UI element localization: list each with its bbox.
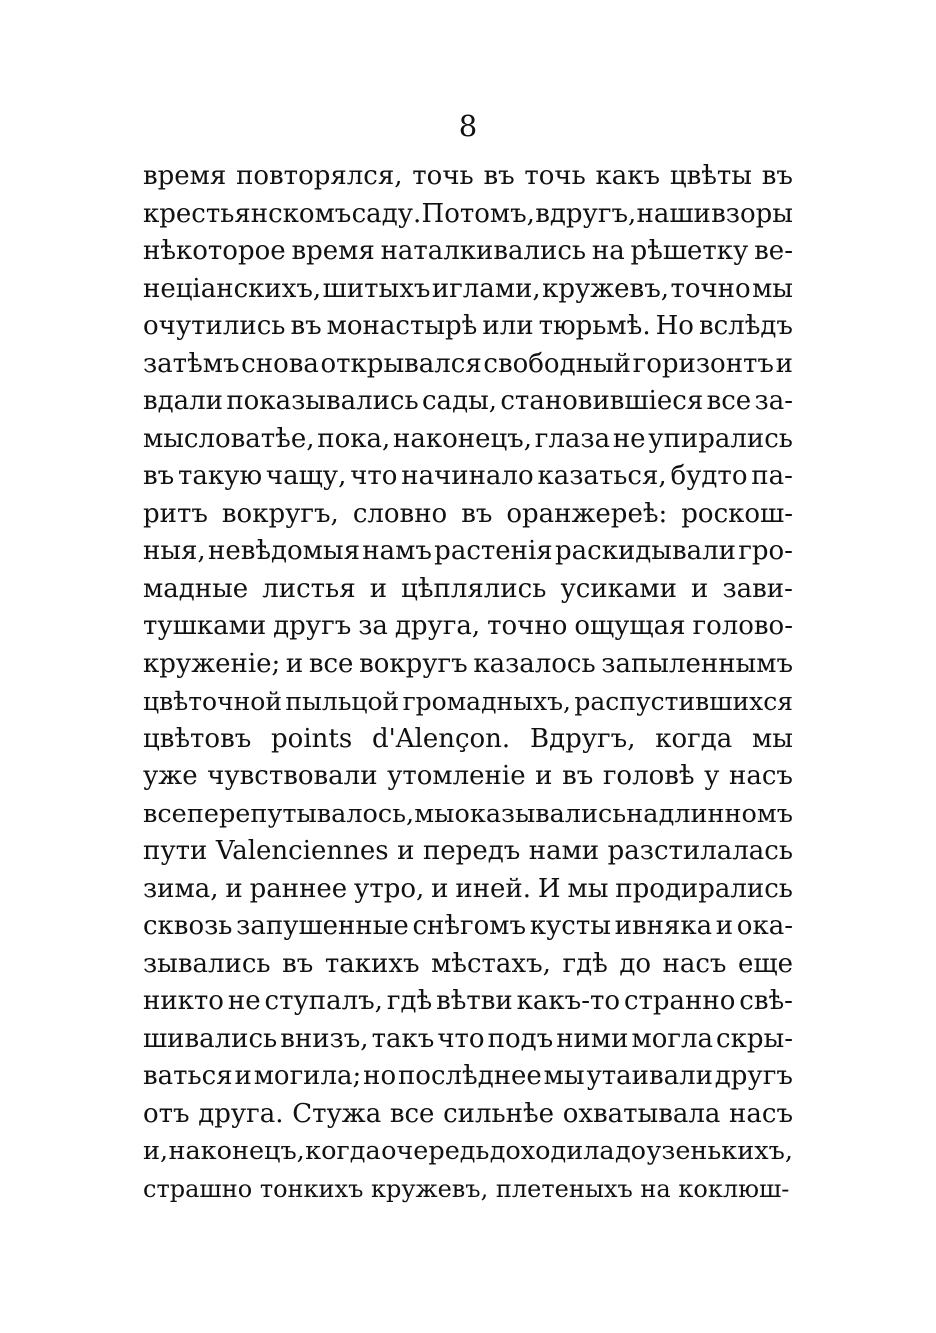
word: нами	[528, 836, 600, 866]
word: Стужа	[292, 1098, 382, 1129]
word: начинало	[401, 461, 534, 491]
word: другъ	[273, 611, 352, 641]
word: какъ	[595, 161, 661, 191]
word: и	[431, 873, 449, 904]
word: ступалъ,	[264, 986, 383, 1016]
word: усиками	[560, 573, 677, 604]
word: неціанскихъ,	[143, 273, 322, 304]
word: цѣплялись	[401, 573, 547, 604]
text-line	[143, 421, 793, 459]
text-line	[143, 233, 793, 271]
text-line	[143, 946, 793, 984]
word: пока,	[317, 423, 391, 454]
word: зывались	[143, 948, 271, 979]
text-line	[143, 721, 793, 759]
text-line	[143, 308, 793, 346]
word: мѣстахъ,	[431, 948, 551, 979]
word: все	[143, 798, 187, 829]
word: свѣ-	[739, 986, 793, 1016]
word: утро,	[354, 873, 425, 904]
word: упирались	[648, 423, 793, 454]
word: ве-	[754, 236, 793, 266]
word: уже	[143, 761, 198, 791]
word: ивняка	[614, 911, 713, 941]
word: и	[535, 761, 553, 791]
word: цвѣты	[669, 161, 752, 191]
word: сады,	[422, 386, 498, 416]
word: не	[612, 423, 646, 454]
word: наталкивались	[380, 236, 587, 266]
word: вокругъ	[359, 648, 468, 679]
word: насъ	[729, 761, 793, 791]
word: голово-	[692, 611, 793, 641]
word: когда	[655, 723, 733, 754]
word: въ	[461, 498, 493, 529]
word: тушками	[143, 611, 267, 641]
word: вокругъ,	[221, 498, 339, 529]
text-line	[143, 496, 793, 534]
text-line	[143, 383, 793, 421]
word: вдругъ,	[535, 198, 637, 229]
word: длинномъ	[658, 798, 793, 829]
word: въ	[143, 461, 175, 491]
text-line	[143, 346, 793, 384]
text-line	[143, 1021, 793, 1059]
word: на	[640, 1174, 671, 1203]
word: points	[271, 723, 353, 754]
word: головѣ	[602, 761, 695, 791]
word: показывались	[226, 386, 419, 416]
word: будто	[670, 461, 748, 491]
word: сквозь	[143, 911, 233, 941]
word: и	[225, 873, 243, 904]
word: могла	[631, 1023, 713, 1054]
word: Вдругъ,	[529, 723, 636, 754]
word: другъ	[714, 1061, 793, 1091]
word: тюрьмѣ.	[538, 311, 651, 341]
word: запыленнымъ	[601, 648, 793, 679]
word: сильнѣе	[443, 1098, 555, 1129]
word: у	[704, 761, 720, 791]
word: наши	[636, 198, 711, 229]
text-line	[143, 833, 793, 871]
word: и	[234, 1061, 252, 1091]
word: словно	[352, 498, 448, 529]
word: на	[626, 798, 659, 829]
word: цвѣтовъ	[143, 723, 252, 754]
word: пути	[143, 836, 208, 866]
word: насъ	[729, 1098, 793, 1129]
word: точно	[487, 611, 568, 641]
word: снѣгомъ	[412, 911, 527, 941]
word: открывался	[320, 348, 482, 379]
text-line	[143, 1058, 793, 1096]
word: скры-	[716, 1023, 793, 1054]
word: такую	[178, 461, 263, 491]
text-line	[143, 458, 793, 496]
word: гро-	[738, 536, 793, 566]
word: роскош-	[681, 498, 793, 529]
text-line	[143, 758, 793, 796]
word: такъ	[371, 1023, 435, 1054]
text-line	[143, 608, 793, 646]
word: странно	[623, 986, 736, 1016]
word: что	[350, 461, 398, 491]
word: цвѣточной	[143, 687, 283, 716]
word: свободный	[483, 348, 631, 379]
word: мы	[567, 873, 609, 904]
word: но	[363, 1061, 397, 1091]
word: и,	[143, 1136, 169, 1166]
word: запушенные	[236, 911, 409, 941]
word: какъ-то	[516, 986, 621, 1016]
word: d'Alençon.	[371, 723, 511, 754]
word: ока-	[736, 911, 793, 941]
text-line	[143, 571, 793, 609]
word: монастырѣ	[326, 311, 478, 341]
word: Valenciennes	[215, 836, 389, 866]
word: зима,	[143, 873, 219, 904]
word: плетеныхъ	[495, 1174, 633, 1203]
word: за-	[754, 386, 793, 416]
word: чувствовали	[207, 761, 378, 791]
text-line	[143, 871, 793, 909]
word: передъ	[422, 836, 521, 866]
word: точь	[524, 161, 586, 191]
word: кусты	[529, 911, 611, 941]
word: и	[775, 348, 793, 379]
word: друга.	[198, 1098, 284, 1129]
word: нѣкоторое	[143, 236, 286, 266]
word: на	[591, 236, 625, 266]
word: ныя,	[143, 536, 206, 566]
word: до	[614, 1136, 647, 1166]
word: такихъ	[324, 948, 420, 979]
word: продирались	[615, 873, 793, 904]
word: распустившихся	[574, 687, 793, 716]
word: Но	[655, 311, 694, 341]
body-text	[143, 158, 793, 1208]
word: крестьянскомъ	[143, 198, 352, 229]
text-line	[143, 646, 793, 684]
word: мы	[414, 798, 455, 829]
text-line	[143, 1096, 793, 1134]
word: ритъ	[143, 498, 208, 529]
word: саду.	[351, 198, 422, 229]
word: Потомъ,	[421, 198, 535, 229]
text-line	[143, 1171, 793, 1209]
word: и	[397, 836, 415, 866]
word: снова	[241, 348, 319, 379]
word: па-	[751, 461, 793, 491]
word: точь	[412, 161, 474, 191]
word: казаться,	[537, 461, 667, 491]
word: оранжереѣ:	[506, 498, 668, 529]
word: горизонтъ	[632, 348, 774, 379]
word: невѣдомыя	[207, 536, 360, 566]
word: охватывала	[562, 1098, 721, 1129]
word: въ	[282, 948, 314, 979]
word: мысловатѣе,	[143, 423, 315, 454]
word: что	[437, 1023, 485, 1054]
word: коклюш-	[678, 1174, 790, 1203]
word: взоры	[711, 198, 793, 229]
word: вѣтви	[436, 986, 513, 1016]
word: въ	[761, 161, 793, 191]
word: зави-	[722, 573, 793, 604]
word: намъ	[362, 536, 432, 566]
word: еще	[738, 948, 793, 979]
word: время	[143, 161, 227, 191]
word: до	[619, 948, 651, 979]
word: мы	[752, 273, 793, 304]
word: никто	[143, 986, 224, 1016]
word: шивались	[143, 1023, 278, 1054]
word: чащу,	[265, 461, 347, 491]
word: повторялся,	[236, 161, 403, 191]
word: послѣднее	[397, 1061, 542, 1091]
word: за	[358, 611, 388, 641]
word: и	[715, 911, 734, 941]
word: гдѣ	[386, 986, 433, 1016]
word: мы	[543, 1061, 585, 1091]
word: вслѣдъ	[698, 311, 793, 341]
word: иней.	[455, 873, 532, 904]
word: подъ	[487, 1023, 554, 1054]
word: рѣшетку	[630, 236, 749, 266]
word: страшно	[143, 1174, 253, 1203]
word: когда	[305, 1136, 381, 1166]
text-line	[143, 196, 793, 234]
word: шитыхъ	[322, 273, 431, 304]
text-line	[143, 796, 793, 834]
page-number: 8	[458, 109, 478, 143]
word: ощущая	[574, 611, 686, 641]
word: листья	[262, 573, 356, 604]
word: внизъ,	[280, 1023, 369, 1054]
word: друга,	[394, 611, 481, 641]
text-line	[143, 908, 793, 946]
word: иглами,	[431, 273, 541, 304]
word: раннее	[249, 873, 348, 904]
word: казалось	[473, 648, 596, 679]
word: ними	[556, 1023, 629, 1054]
text-line	[143, 271, 793, 309]
text-line	[143, 1133, 793, 1171]
word: раскидывали	[554, 536, 736, 566]
word: не	[227, 986, 261, 1016]
word: въ	[562, 761, 594, 791]
word: время	[291, 236, 375, 266]
word: вдали	[143, 386, 223, 416]
word: круженіе;	[143, 648, 281, 679]
word: И	[537, 873, 561, 904]
word: и	[369, 573, 388, 604]
word: мадные	[143, 573, 249, 604]
word: узенькихъ,	[646, 1136, 793, 1166]
word: въ	[483, 161, 515, 191]
word: громадныхъ,	[402, 687, 571, 716]
word: становившіеся	[500, 386, 704, 416]
word: пыльцой	[285, 687, 400, 716]
word: очутились	[143, 311, 286, 341]
word: и	[691, 573, 709, 604]
word: и	[285, 648, 304, 679]
word: все	[308, 648, 354, 679]
text-line	[143, 158, 793, 196]
word: насъ	[662, 948, 727, 979]
word: ваться	[143, 1061, 233, 1091]
word: все	[706, 386, 752, 416]
word: затѣмъ	[143, 348, 240, 379]
word: растенія	[434, 536, 553, 566]
word: глаза	[534, 423, 611, 454]
text-line	[143, 683, 793, 721]
word: могила;	[253, 1061, 362, 1091]
text-line	[143, 983, 793, 1021]
word: наконецъ,	[393, 423, 532, 454]
word: наконецъ,	[168, 1136, 305, 1166]
word: оказывались	[454, 798, 627, 829]
word: кружевъ,	[371, 1174, 489, 1203]
text-line	[143, 533, 793, 571]
word: утаивали	[586, 1061, 713, 1091]
word: очередь	[381, 1136, 490, 1166]
word: все	[389, 1098, 435, 1129]
word: доходила	[489, 1136, 615, 1166]
word: отъ	[143, 1098, 190, 1129]
word: мы	[752, 723, 793, 754]
word: точно	[670, 273, 751, 304]
word: перепутывалось,	[186, 798, 415, 829]
word: или	[482, 311, 534, 341]
word: кружевъ,	[542, 273, 670, 304]
word: утомленіе	[387, 761, 526, 791]
word: гдѣ	[562, 948, 608, 979]
word: въ	[290, 311, 322, 341]
word: разстилалась	[607, 836, 793, 866]
word: тонкихъ	[259, 1174, 364, 1203]
